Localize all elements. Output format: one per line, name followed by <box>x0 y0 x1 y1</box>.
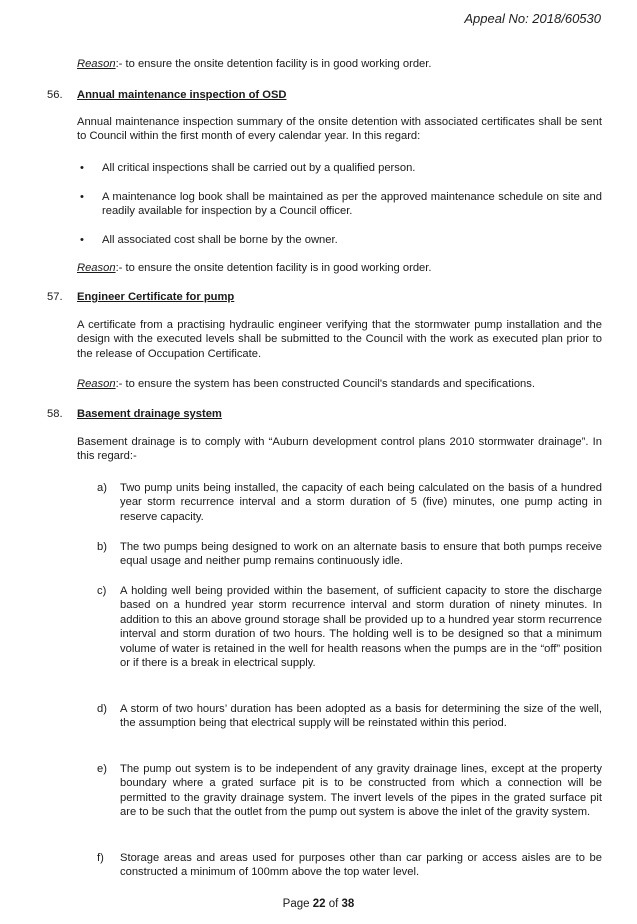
item-letter: a) <box>97 482 107 494</box>
item-letter: e) <box>97 763 107 775</box>
section-intro: Annual maintenance inspection summary of the onsite detention with associated certificates shall be sent to Council within the first month of every calendar year. In this regard: <box>77 116 602 143</box>
page-prefix: Page <box>282 898 313 910</box>
bullet-icon: • <box>80 234 84 246</box>
reason-line <box>77 57 602 71</box>
item-text: The two pumps being designed to work on an alternate basis to ensure that both pumps receive equal usage and neither pump remains continuously idle. <box>120 541 602 568</box>
bullet-icon: • <box>80 162 84 174</box>
bullet-icon: • <box>80 191 84 203</box>
reason-label: Reason <box>77 262 116 274</box>
section-intro: Basement drainage is to comply with “Auburn development control plans 2010 stormwater drainage”. In this regard:- <box>77 436 602 463</box>
reason-text: :- to ensure the onsite detention facility is in good working order. <box>115 58 432 70</box>
appeal-number: Appeal No: 2018/60530 <box>464 11 601 26</box>
reason-label: Reason <box>77 378 116 390</box>
reason-line <box>77 377 602 391</box>
page-number: 22 <box>312 898 326 910</box>
section-number: 57. <box>47 291 63 303</box>
item-text: A holding well being provided within the basement, of sufficient capacity to store the discharge based on a hundred year storm recurrence interval and storm duration of ninety minutes. In addition to this an above ground storage shall be provided up to a hundred year storm recurrence interval and storm duration of two hours. The holding well is to be designed so that a minimum volume of water is retained in the well for health reasons when the pumps are in the “off” position or if there is a break in electrical supply. <box>120 585 602 670</box>
page-middle: of <box>325 898 342 910</box>
bullet-text: All associated cost shall be borne by the owner. <box>102 234 338 246</box>
item-text: A storm of two hours’ duration has been adopted as a basis for determining the size of the well, the assumption being that electrical supply will be reinstated within this period. <box>120 703 602 730</box>
section-number: 56. <box>47 89 63 101</box>
section-title: Engineer Certificate for pump <box>77 291 235 303</box>
bullet-text: A maintenance log book shall be maintained as per the approved maintenance schedule on site and readily available for inspection by a Council officer. <box>102 191 602 218</box>
section-title: Basement drainage system <box>77 408 222 420</box>
item-letter: b) <box>97 541 107 553</box>
section-number: 58. <box>47 408 63 420</box>
reason-text: :- to ensure the onsite detention facility is in good working order. <box>115 262 432 274</box>
reason-text: :- to ensure the system has been constructed Council's standards and specifications. <box>115 378 535 390</box>
item-text: The pump out system is to be independent of any gravity drainage lines, except at the property boundary where a grated surface pit is to be constructed from which a connection will be permitted to the gravity drainage system. The invert levels of the pipes in the grated surface pit are to be such that the outlet from the pump out system is above the inlet of the gravity system. <box>120 763 602 819</box>
item-text: Two pump units being installed, the capacity of each being calculated on the basis of a hundred year storm recurrence interval and a storm duration of 5 (five) minutes, one pump acting in reserve capacity. <box>120 482 602 523</box>
bullet-text: All critical inspections shall be carried out by a qualified person. <box>102 162 416 174</box>
item-text: Storage areas and areas used for purposes other than car parking or access aisles are to be constructed a minimum of 100mm above the top water level. <box>120 852 602 879</box>
section-intro: A certificate from a practising hydraulic engineer verifying that the stormwater pump installation and the design with the executed levels shall be submitted to the Council with the work as executed plan prior to the release of Occupation Certificate. <box>77 319 602 360</box>
reason-line <box>77 261 602 275</box>
page-footer <box>0 897 637 911</box>
page-total: 38 <box>341 898 355 910</box>
item-letter: c) <box>97 585 107 597</box>
section-title: Annual maintenance inspection of OSD <box>77 89 287 101</box>
reason-label: Reason <box>77 58 116 70</box>
item-letter: d) <box>97 703 107 715</box>
item-letter: f) <box>97 852 104 864</box>
